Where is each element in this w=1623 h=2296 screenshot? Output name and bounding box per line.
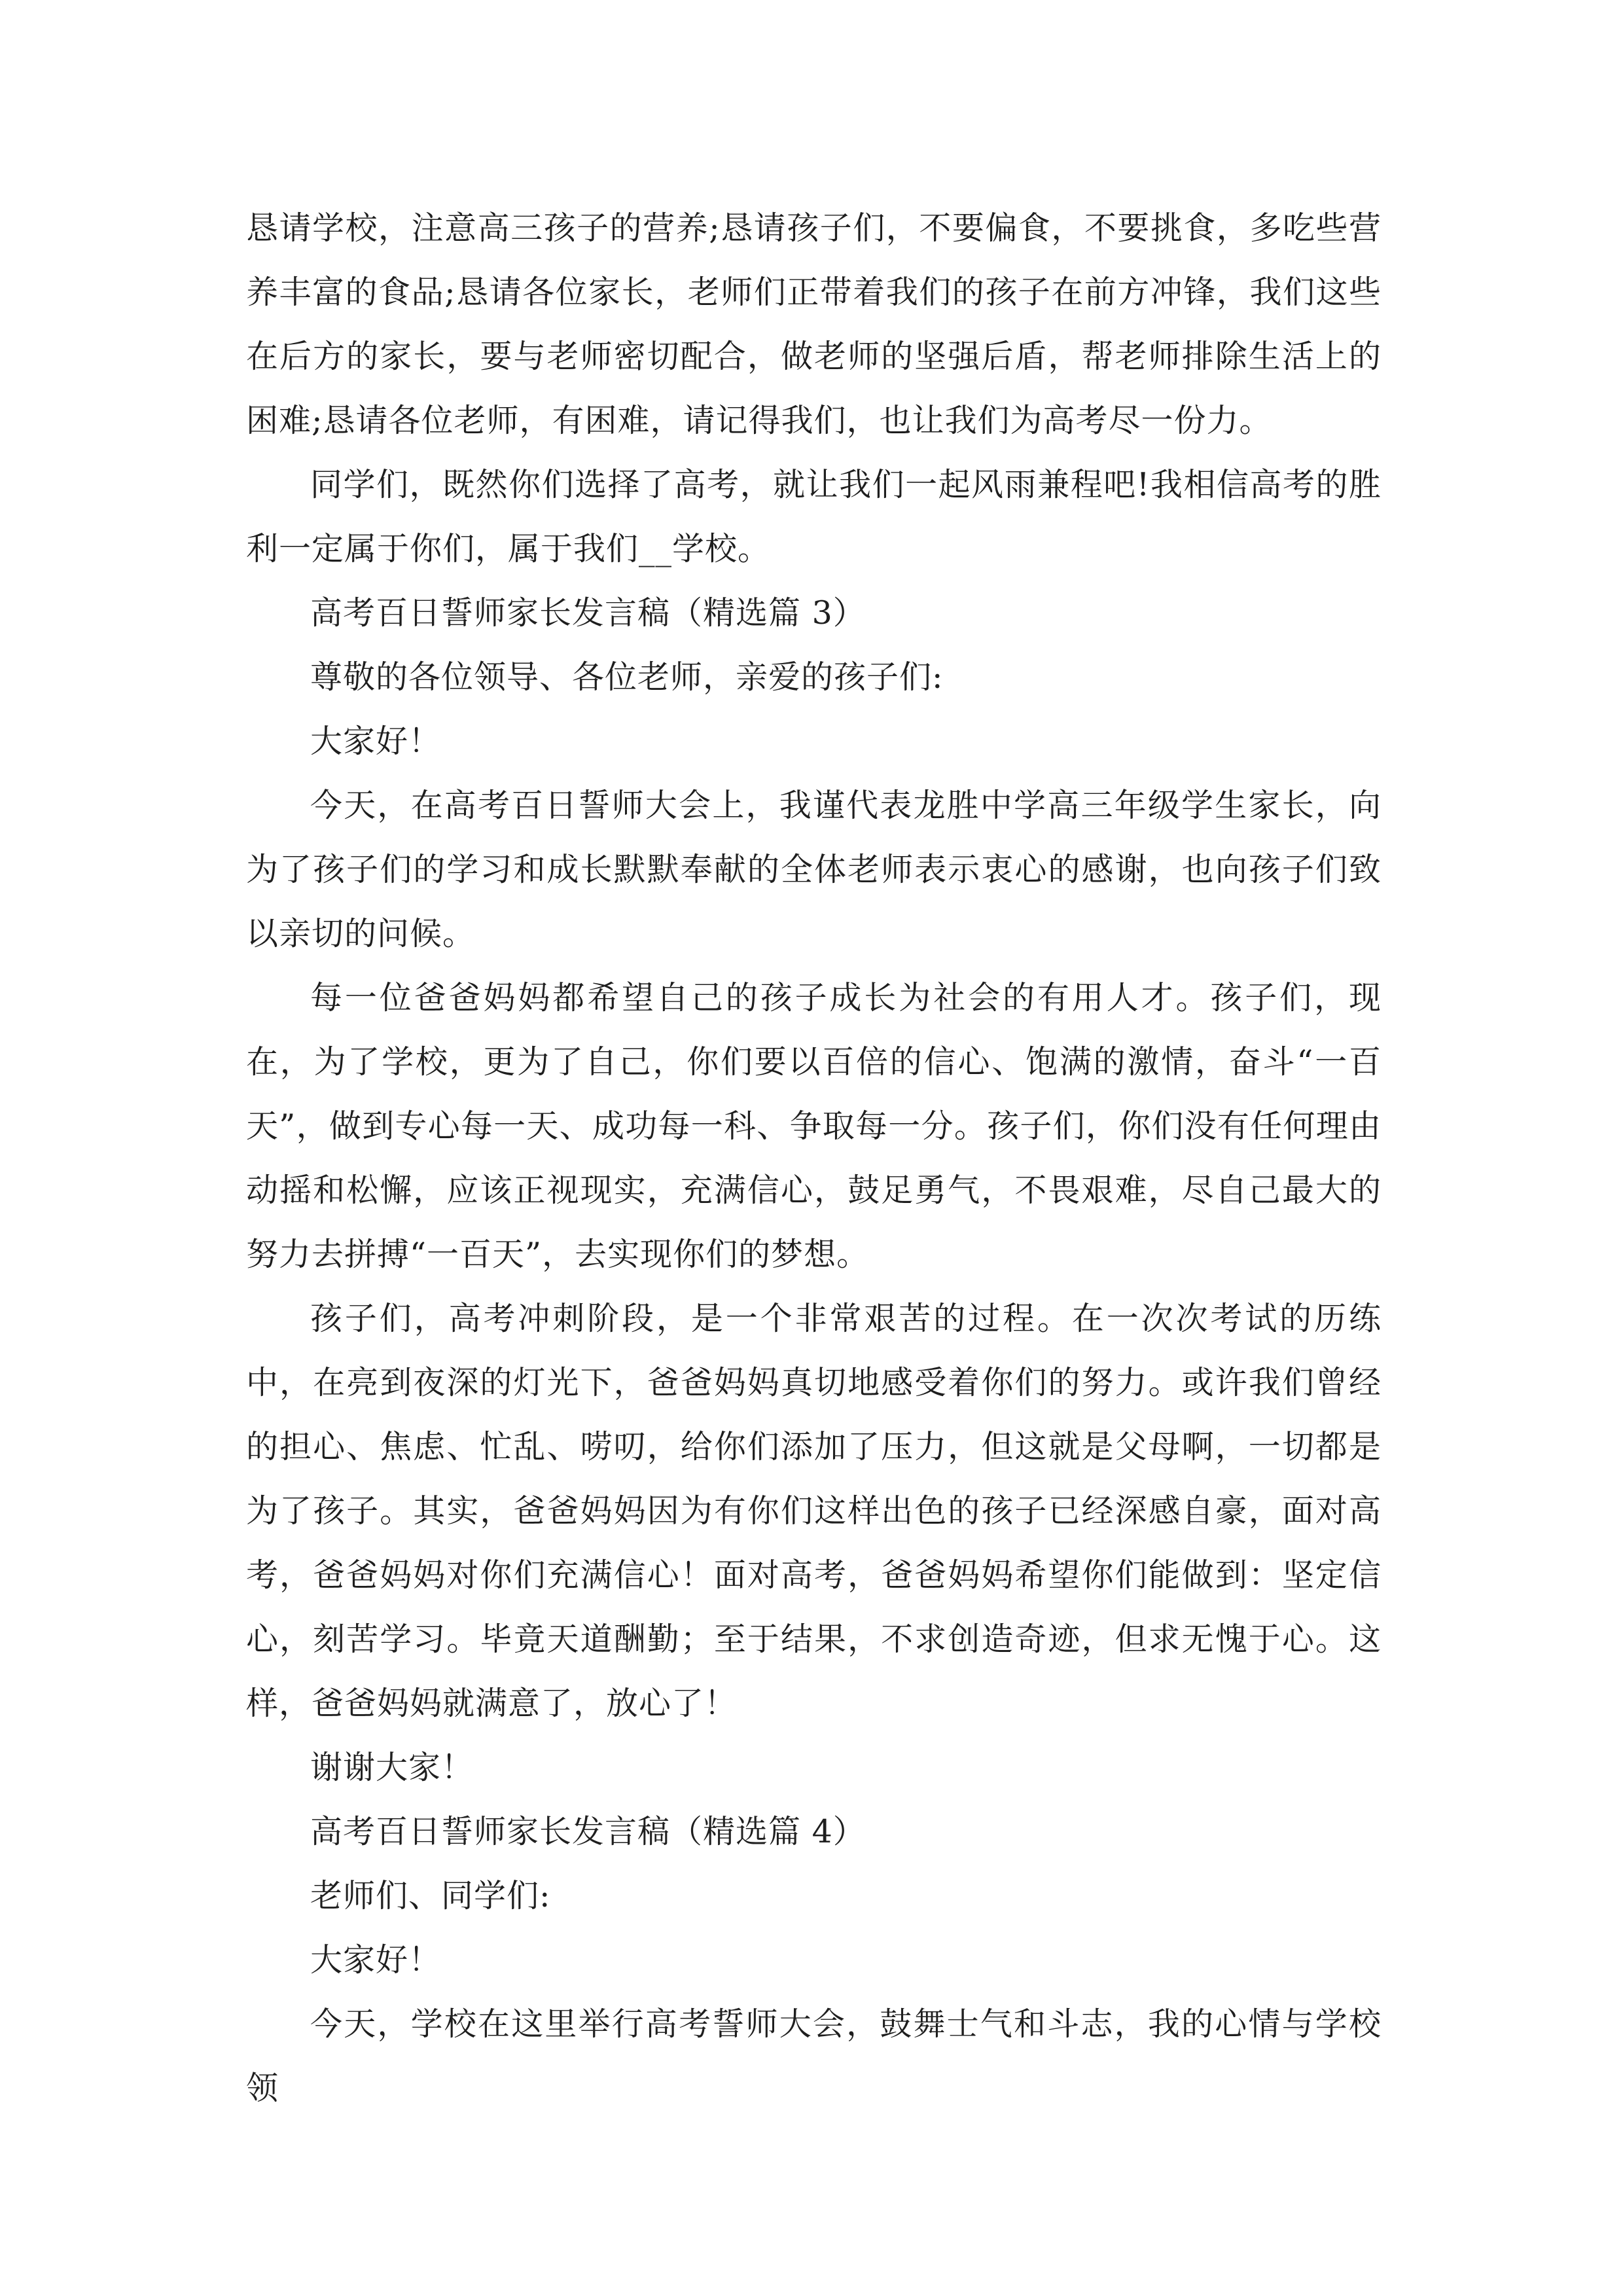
salutation-4: 老师们、同学们: <box>310 1877 551 1914</box>
closing-thanks-3: 谢谢大家！ <box>310 1749 474 1786</box>
document-body <box>246 196 1382 2121</box>
salutation-3: 尊敬的各位领导、各位老师，亲爱的孩子们: <box>310 658 944 696</box>
section-heading-4: 高考百日誓师家长发言稿（精选篇 4） <box>310 1813 866 1850</box>
greeting-4: 大家好！ <box>310 1941 442 1979</box>
paragraph-sprint-stage: 孩子们，高考冲刺阶段，是一个非常艰苦的过程。在一次次考试的历练中，在亮到夜深的灯光下，爸爸妈妈真切地感受着你们的努力。或许我们曾经的担心、焦虑、忙乱、唠叨，给你们添加了压力，但这就是父母啊，一切都是为了孩子。其实，爸爸妈妈因为有你们这样出色的孩子已经深感自豪，面对高考，爸爸妈妈对你们充满信心！面对高考，爸爸妈妈希望你们能做到：坚定信心，刻苦学习。毕竟天道酬勤；至于结果，不求创造奇迹，但求无愧于心。这样，爸爸妈妈就满意了，放心了！ <box>246 1300 1382 1722</box>
paragraph-oath-rally: 今天，学校在这里举行高考誓师大会，鼓舞士气和斗志，我的心情与学校领 <box>246 2005 1382 2107</box>
paragraph-closing-wish: 同学们，既然你们选择了高考，就让我们一起风雨兼程吧!我相信高考的胜利一定属于你们，属于我们__学校。 <box>246 466 1382 567</box>
greeting-3: 大家好！ <box>310 723 442 760</box>
paragraph-hundred-days: 每一位爸爸妈妈都希望自己的孩子成长为社会的有用人才。孩子们，现在，为了学校，更为了自己，你们要以百倍的信心、饱满的激情，奋斗“一百天”，做到专心每一天、成功每一科、争取每一分。孩子们，你们没有任何理由动摇和松懈，应该正视现实，充满信心，鼓足勇气，不畏艰难，尽自己最大的努力去拼搏“一百天”，去实现你们的梦想。 <box>246 979 1382 1273</box>
paragraph-nutrition-plea: 恳请学校，注意高三孩子的营养;恳请孩子们，不要偏食，不要挑食，多吃些营养丰富的食品;恳请各位家长，老师们正带着我们的孩子在前方冲锋，我们这些在后方的家长，要与老师密切配合，做老师的坚强后盾，帮老师排除生活上的困难;恳请各位老师，有困难，请记得我们，也让我们为高考尽一份力。 <box>246 209 1382 439</box>
section-heading-3: 高考百日誓师家长发言稿（精选篇 3） <box>310 594 866 632</box>
paragraph-thanks-teachers: 今天，在高考百日誓师大会上，我谨代表龙胜中学高三年级学生家长，向为了孩子们的学习和成长默默奉献的全体老师表示衷心的感谢，也向孩子们致以亲切的问候。 <box>246 787 1382 952</box>
